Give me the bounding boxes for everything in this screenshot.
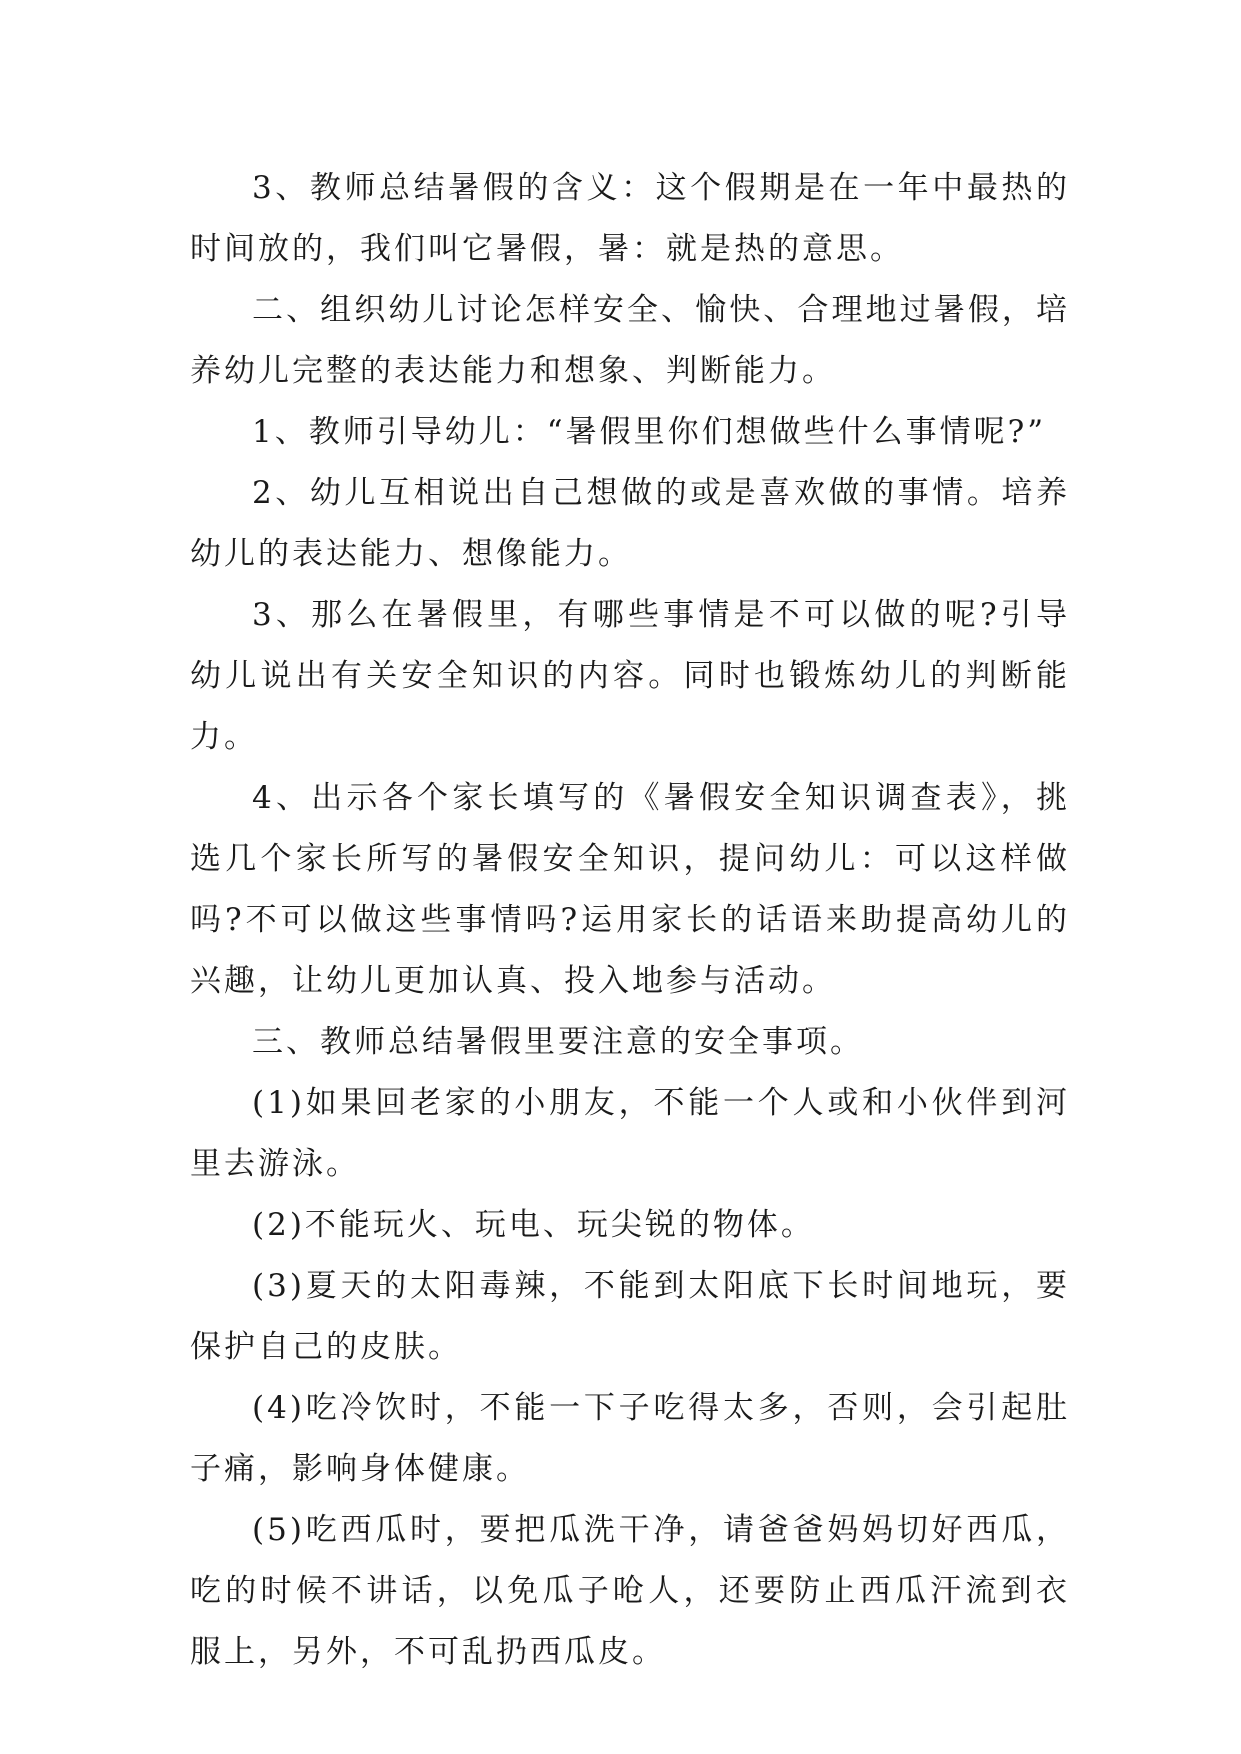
paragraph-section-two-heading: 二、组织幼儿讨论怎样安全、愉快、合理地过暑假，培养幼儿完整的表达能力和想象、判断能力。	[190, 292, 1070, 389]
paragraph-safety-item-3: (3)夏天的太阳毒辣，不能到太阳底下长时间地玩，要保护自己的皮肤。	[190, 1268, 1070, 1365]
paragraph-safety-item-4: (4)吃冷饮时，不能一下子吃得太多，否则，会引起肚子痛，影响身体健康。	[190, 1390, 1070, 1487]
paragraph-step-1: 1、教师引导幼儿：“暑假里你们想做些什么事情呢?”	[252, 414, 1047, 450]
paragraph-step-4: 4、出示各个家长填写的《暑假安全知识调查表》，挑选几个家长所写的暑假安全知识，提问幼儿：可以这样做吗?不可以做这些事情吗?运用家长的话语来助提高幼儿的兴趣，让幼儿更加认真、投入地参与活动。	[190, 780, 1070, 999]
paragraph-step-2: 2、幼儿互相说出自己想做的或是喜欢做的事情。培养幼儿的表达能力、想像能力。	[190, 475, 1070, 572]
paragraph-safety-item-1: (1)如果回老家的小朋友，不能一个人或和小伙伴到河里去游泳。	[190, 1085, 1070, 1182]
paragraph-safety-item-2: (2)不能玩火、玩电、玩尖锐的物体。	[252, 1207, 815, 1243]
paragraph-summary-meaning: 3、教师总结暑假的含义：这个假期是在一年中最热的时间放的，我们叫它暑假，暑：就是热的意思。	[190, 170, 1070, 267]
paragraph-step-3: 3、那么在暑假里，有哪些事情是不可以做的呢?引导幼儿说出有关安全知识的内容。同时也锻炼幼儿的判断能力。	[190, 597, 1070, 755]
paragraph-safety-item-5: (5)吃西瓜时，要把瓜洗干净，请爸爸妈妈切好西瓜，吃的时候不讲话，以免瓜子呛人，还要防止西瓜汗流到衣服上，另外，不可乱扔西瓜皮。	[190, 1512, 1070, 1670]
document-body	[190, 158, 1070, 1683]
paragraph-section-three-heading: 三、教师总结暑假里要注意的安全事项。	[252, 1024, 864, 1060]
